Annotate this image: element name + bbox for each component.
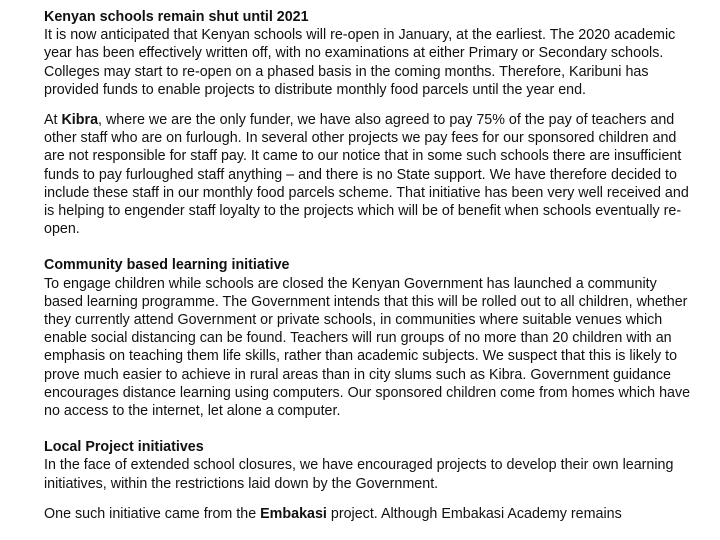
section-heading: Community based learning initiative [44,257,290,274]
document-page [44,8,694,523]
paragraph-text: , where we are the only funder, we have also agreed to pay 75% of the pay of teachers and other staff who are on furlough. In several other projects we pay fees for our sponsored children and are not responsible for staff pay. It came to our notice that in some such schools there are insufficient funds to pay furloughed staff anything – and there is no State support. We have therefore decided to include these staff in our monthly food parcels scheme. That initiative has been very well received and is helping to engender staff loyalty to the projects which will be of benefit when schools eventually re-open. [44,112,689,238]
paragraph: It is now anticipated that Kenyan schools will re-open in January, at the earliest. The 2020 academic year has been effectively written off, with no examinations at either Primary or Secondary schools. Colleges may start to re-open on a phased basis in the coming months. Therefore, Karibuni has provided funds to enable projects to distribute monthly food parcels until the year end. [44,27,676,98]
paragraph: To engage children while schools are closed the Kenyan Government has launched a community based learning programme. The Government intends that this will be rolled out to all children, whether they currently attend Government or private schools, in communities where suitable venues which enable social distancing can be found. Teachers will run groups of no more than 20 children with an emphasis on teaching them life skills, rather than academic subjects. We suspect that this is likely to prove much easier to achieve in rural areas than in city slums such as Kibra. Government guidance encourages distance learning using computers. Our sponsored children come from homes which have no access to the internet, let alone a computer. [44,275,691,420]
paragraph-text: At [44,112,62,129]
section-local-initiatives [44,438,694,523]
section-heading: Kenyan schools remain shut until 2021 [44,9,309,25]
section-heading: Local Project initiatives [44,439,204,456]
section-community-learning [44,256,694,420]
paragraph-text: project. Although Embakasi Academy remains [326,505,622,522]
project-name-kibra: Kibra [61,112,99,129]
paragraph [44,505,694,523]
project-name-embakasi: Embakasi [260,505,327,522]
paragraph-text: One such initiative came from the [44,505,261,522]
paragraph: In the face of extended school closures, we have encouraged projects to develop their own learning initiatives, within the restrictions laid down by the Government. [44,457,674,492]
paragraph [44,111,694,238]
section-schools-shut [44,8,694,238]
